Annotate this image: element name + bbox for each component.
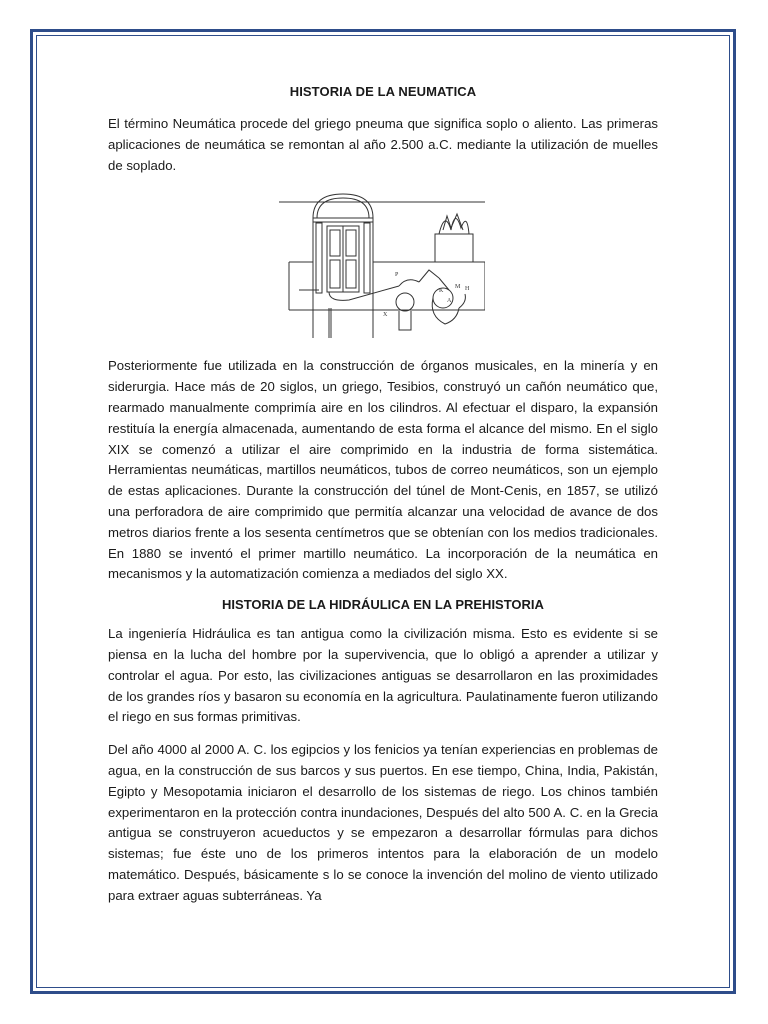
paragraph-intro: El término Neumática procede del griego pneuma que significa soplo o aliento. Las primeras aplicaciones de neumática se remontan al año 2.500 a.C. mediante la utilización de muelles de soplado.: [108, 116, 658, 173]
temple-doors-illustration: [279, 190, 485, 338]
title-hidraulica: HISTORIA DE LA HIDRÁULICA EN LA PREHISTORIA: [222, 597, 544, 613]
figure-label: A: [447, 298, 452, 305]
figure-label: X: [383, 312, 388, 319]
paragraph-hydraulics-intro: La ingeniería Hidráulica es tan antigua como la civilización misma. Esto es evidente si se piensa en la lucha del hombre por la supervivencia, que lo obligó a aprender a utilizar y controlar el agua. Por esto, las civilizaciones antiguas se desarrollaron en las proximidades de los grandes ríos y basaron su economía en la agricultura. Paulatinamente fueron utilizando el riego en sus formas primitivas.: [108, 626, 658, 725]
heron-machine-drawing: [279, 190, 485, 338]
figure-label: M: [455, 284, 461, 291]
document-page: [108, 84, 658, 919]
figure-label: H: [465, 286, 470, 293]
figure-label: K: [439, 288, 444, 295]
figure-label: P: [395, 272, 399, 279]
paragraph-history-pneumatics: Posteriormente fue utilizada en la construcción de órganos musicales, en la minería y en siderurgia. Hace más de 20 siglos, un griego, Tesibios, construyó un cañón neumático que, rearmado manualmente comprimía aire en los cilindros. Al efectuar el disparo, la expansión restituía la energía almacenada, aumentando de esta forma el alcance del mismo. En el siglo XIX se comenzó a utilizar el aire comprimido en la industria de forma sistemática. Herramientas neumáticas, martillos neumáticos, tubos de correo neumáticos, son un ejemplo de estas aplicaciones. Durante la construcción del túnel de Mont-Cenis, en 1857, se utilizó una perforadora de aire comprimido que permitía alcanzar una velocidad de avance de dos metros diarios frente a los sesenta centímetros que se obtenían con los medios tradicionales. En 1880 se inventó el primer martillo neumático. La incorporación de la neumática en mecanismos y la automatización comienza a mediados del siglo XX.: [108, 358, 658, 582]
title-neumatica: HISTORIA DE LA NEUMATICA: [289, 84, 477, 99]
paragraph-hydraulics-history: Del año 4000 al 2000 A. C. los egipcios y los fenicios ya tenían experiencias en problemas de agua, en la construcción de sus barcos y sus puertos. En ese tiempo, China, India, Pakistán, Egipto y Mesopotamia iniciaron el desarrollo de los sistemas de riego. Los chinos también experimentaron en la protección contra inundaciones, Después del alto 500 A. C. en la Grecia antigua se construyeron acueductos y se empezaron a desarrollar fórmulas para dichos sistemas; fue éste uno de los primeros intentos para la elaboración de un modelo matemático. Después, básicamente s lo se conoce la invención del molino de viento utilizado para extraer aguas subterráneas. Ya: [108, 742, 658, 903]
